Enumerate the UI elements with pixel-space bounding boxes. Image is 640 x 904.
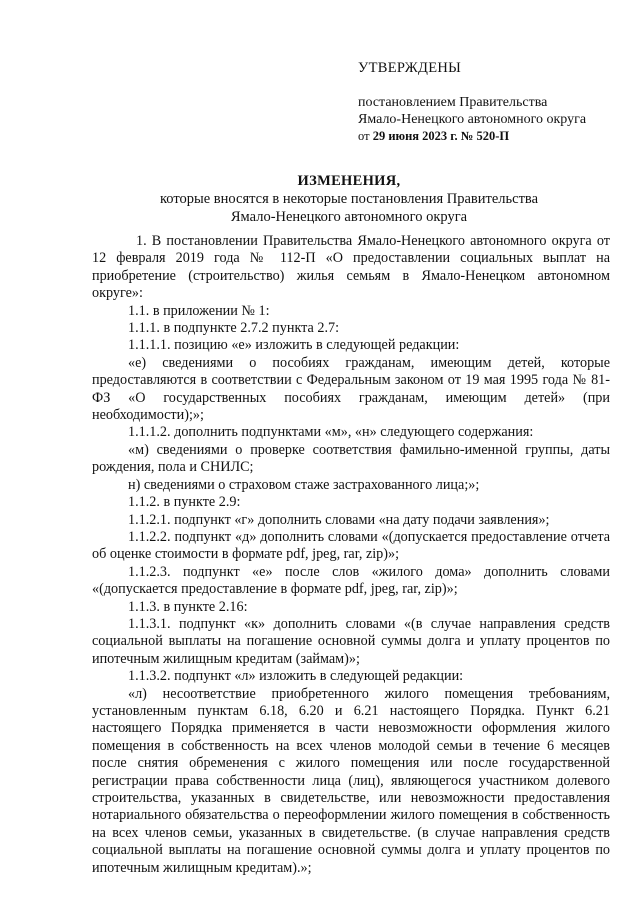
paragraph-1-1-2-1: 1.1.2.1. подпункт «г» дополнить словами «на дату подачи заявления»; [128, 511, 550, 528]
document-body [92, 233, 610, 877]
approval-line-2: Ямало-Ненецкого автономного округа [358, 112, 587, 127]
approval-date-line [358, 128, 618, 145]
paragraph-quote-n: н) сведениями о страховом стаже застрахованного лица;»; [128, 476, 480, 493]
paragraph-1-1-1-2: 1.1.1.2. дополнить подпунктами «м», «н» следующего содержания: [128, 424, 534, 441]
approval-heading: УТВЕРЖДЕНЫ [358, 60, 462, 76]
paragraph-quote-e: «е) сведениями о пособиях гражданам, имеющим детей, которые предоставляются в соответствии с Федеральным законом от 19 мая 1995 года № 81-ФЗ «О государственных пособиях гражданам, имеющим детей» (при необходимости);»; [92, 354, 610, 424]
paragraph-1-1-2-2: 1.1.2.2. подпункт «д» дополнить словами «(допускается предоставление отчета об оценке стоимости в формате pdf, jpeg, rar, zip)»; [92, 528, 610, 563]
paragraph-1-1-2: 1.1.2. в пункте 2.9: [128, 494, 241, 511]
paragraph-1-1-1-1: 1.1.1.1. позицию «е» изложить в следующей редакции: [128, 337, 460, 354]
document-subtitle-line-1: которые вносятся в некоторые постановления Правительства [159, 191, 539, 207]
paragraph-1-1: 1.1. в приложении № 1: [128, 302, 270, 319]
paragraph-1-1-3-1: 1.1.3.1. подпункт «к» дополнить словами «(в случае направления средств социальной выплаты на погашение основной суммы долга и уплату процентов по ипотечным жилищным кредитам (займам)»; [92, 615, 610, 667]
paragraph-quote-m: «м) сведениями о проверке соответствия фамильно-именной группы, даты рождения, пола и СНИЛС; [92, 441, 610, 476]
approval-line-1: постановлением Правительства [358, 95, 548, 110]
approval-block [358, 60, 618, 145]
paragraph-1: 1. В постановлении Правительства Ямало-Ненецкого автономного округа от 12 февраля 2019 года № 112-П «О предоставлении социальных выплат на приобретение (строительство) жилья семьям в Ямало-Ненецком автономном округе»: [92, 233, 610, 302]
document-subtitle-line-2: Ямало-Ненецкого автономного округа [230, 209, 468, 225]
paragraph-quote-l: «л) несоответствие приобретенного жилого помещения требованиям, установленным пунктам 6.18, 6.20 и 6.21 настоящего Порядка. Пункт 6.21 настоящего Порядка применяется в части невозможности оформления жилого помещения в собственность на всех членов молодой семьи в течение 6 месяцев после снятия обременения с жилого помещения или после государственной регистрации права собственности лица (лиц), являющегося участником долевого строительства, указанных в свидетельстве, или невозможности предоставления нотариального обязательства о переоформлении жилого помещения в собственность на всех членов семьи, указанных в свидетельстве. (в случае направления средств социальной выплаты на погашение основной суммы долга и уплату процентов по ипотечным жилищным кредитам).»; [92, 685, 610, 876]
approval-date-prefix: от [358, 129, 373, 143]
document-title: ИЗМЕНЕНИЯ, [297, 173, 401, 189]
document-title-block [84, 172, 614, 226]
paragraph-1-1-3-2: 1.1.3.2. подпункт «л» изложить в следующей редакции: [128, 668, 464, 685]
paragraph-1-1-3: 1.1.3. в пункте 2.16: [128, 598, 248, 615]
paragraph-1-1-1: 1.1.1. в подпункте 2.7.2 пункта 2.7: [128, 320, 340, 337]
paragraph-1-1-2-3: 1.1.2.3. подпункт «е» после слов «жилого дома» дополнить словами «(допускается предоставление в формате pdf, jpeg, rar, zip)»; [92, 563, 610, 598]
approval-date-value: 29 июня 2023 г. № 520-П [372, 129, 510, 143]
